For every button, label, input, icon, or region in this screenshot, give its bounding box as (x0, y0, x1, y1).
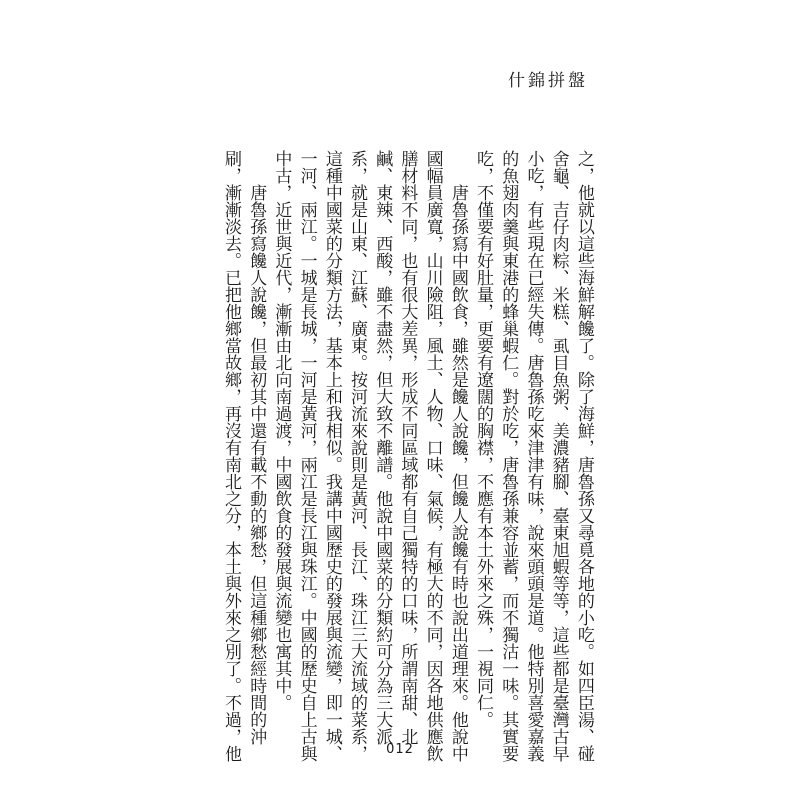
page-number: 012 (386, 742, 414, 757)
text-column: 之，他就以這些海鮮解饞了。除了海鮮，唐魯孫又尋覓各地的小吃。如四臣湯、碰 (573, 150, 594, 762)
text-column: 這種中國菜的分類方法，基本上和我相似。我講中國歷史的發展與流變，即一城、 (321, 150, 342, 762)
text-column: 唐魯孫寫中國飲食，雖然是饞人說饞，但饞人說饞有時也說出道理來。他說中 (447, 184, 468, 762)
text-column: 中古，近世與近代，漸漸由北向南過渡，中國飲食的發展與流變也寓其中。 (271, 150, 292, 711)
text-column: 小吃，有些現在已經失傳。唐魯孫吃來津津有味，說來頭頭是道。他特別喜愛嘉義 (523, 150, 544, 762)
text-column: 吃，不僅要有好肚量，更要有遼闊的胸襟，不應有本土外來之殊，一視同仁。 (473, 150, 494, 728)
text-column: 一河、兩江。一城是長城，一河是黃河，兩江是長江與珠江。中國的歷史自上古與 (296, 150, 317, 762)
running-title: 什錦拼盤 (508, 71, 588, 91)
text-column: 膳材料不同，也有很大差異，形成不同區域都有自己獨特的口味，所謂南甜、北 (397, 150, 418, 745)
text-column: 國幅員廣寬，山川險阻，風土、人物、口味、氣候，有極大的不同，因各地供應飲 (422, 150, 443, 762)
text-column: 唐魯孫寫饞人說饞，但最初其中還有載不動的鄉愁，但這種鄉愁經時間的沖 (246, 184, 267, 745)
text-column: 刷，漸漸淡去。已把他鄉當故鄉，再沒有南北之分，本土與外來之別了。不過，他 (221, 150, 241, 762)
text-column: 鹹、東辣、西酸，雖不盡然，但大致不離譜。他說中國菜的分類約可分為三大派 (372, 150, 393, 745)
text-column: 舍龜、吉仔肉粽、米糕、虱目魚粥、美濃豬腳、臺東旭蝦等等，這些都是臺灣古早 (548, 150, 569, 762)
text-column: 系，就是山東、江蘇、廣東。按河流來說則是黃河、長江、珠江三大流域的菜系， (347, 150, 368, 762)
text-column: 的魚翅肉羹與東港的蜂巢蝦仁。對於吃，唐魯孫兼容並蓄，而不獨沽一味。其實要 (498, 150, 519, 762)
